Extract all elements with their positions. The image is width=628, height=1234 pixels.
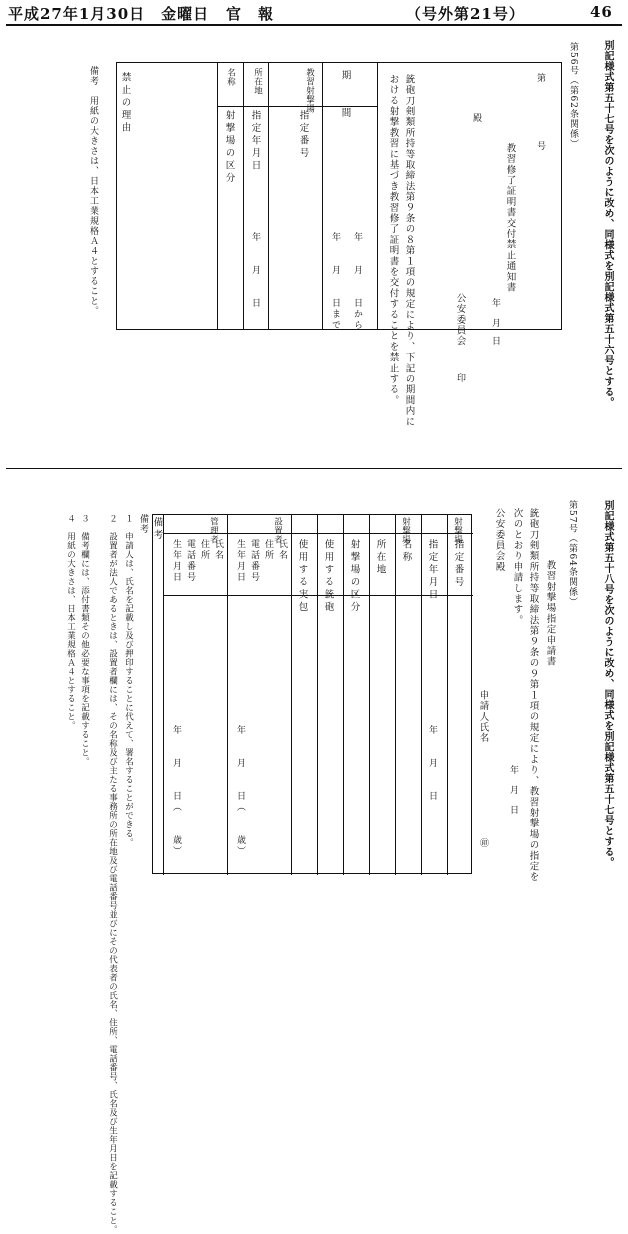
lower-group-label-1: 射撃場 (452, 517, 463, 544)
header-issue: （号外第21号） (406, 5, 525, 23)
lower-shitei-date-value: 年 月 日 (427, 725, 437, 802)
upper-label-kubun: 射撃場の区分 (223, 110, 235, 185)
upper-form-no: 第56号（第62条関係） (568, 42, 578, 149)
upper-intro: 別記様式第五十七号を次のように改め、同様式を別記様式第五十六号とする。 (602, 40, 613, 408)
lower-manager-birth: 生年月日 (171, 539, 181, 583)
lower-doc-title: 教習射撃場指定申請書 (544, 560, 556, 667)
upper-left-label-3: 名称 (225, 68, 236, 86)
lower-form-no: 第57号（第64条関係） (567, 500, 577, 607)
upper-body-line-2: おける射撃教習に基づき教習修了証明書を交付することを禁止する。 (387, 74, 399, 406)
lower-group-label-3: 設置者 (272, 517, 283, 544)
upper-date-day: 日 (490, 336, 500, 347)
lower-group-label-2: 射撃場 (400, 517, 411, 544)
header-date: 平成27年1月30日 金曜日 (8, 5, 210, 23)
upper-reason-label: 禁止の理由 (119, 72, 131, 135)
upper-issuer: 公安委員会 (454, 293, 466, 347)
lower-note-2: ２ 設置者が法人であるときは、設置者欄には、その名称及び主たる事務所の所在地及び電話番号並びにその代表者の氏名、住所、電話番号、氏名及び生年月日を記載すること。 (107, 514, 118, 1234)
lower-date-month: 月 (508, 785, 518, 796)
lower-intro: 別記様式第五十八号を次のように改め、同様式を別記様式第五十七号とする。 (602, 500, 613, 868)
lower-label-kubun: 射撃場の区分 (348, 539, 360, 614)
upper-date-month: 月 (490, 318, 500, 329)
upper-left-label-2: 所在地 (252, 68, 263, 95)
lower-manager-phone: 電話番号 (185, 539, 195, 583)
section-divider (6, 468, 622, 469)
lower-setter-name: 氏名 (277, 539, 287, 561)
upper-period-from: 年 月 日から (352, 232, 362, 331)
header-title: 官 報 (226, 5, 275, 23)
lower-manager-address: 住所 (199, 539, 209, 561)
lower-setter-address: 住所 (263, 539, 273, 561)
upper-period-to: 年 月 日まで (330, 232, 340, 331)
upper-date-value: 年 月 日 (250, 232, 260, 309)
lower-label-jippo: 使用する実包 (296, 539, 308, 614)
lower-setter-phone: 電話番号 (249, 539, 259, 583)
upper-label-shitei-bango: 指定番号 (297, 110, 309, 160)
lower-manager-name: 氏名 (213, 539, 223, 561)
lower-manager-birth-value: 年 月 日（ 歳） (171, 725, 181, 857)
lower-addressee: 公安委員会殿 (493, 508, 505, 573)
lower-note-3: ３ 備考欄には、添付書類その他必要な事項を記載すること。 (79, 514, 90, 766)
lower-note-4: ４ 用紙の大きさは、日本工業規格Ａ４とすること。 (65, 514, 76, 730)
lower-setter-birth: 生年月日 (235, 539, 245, 583)
lower-body-line-1: 銃砲刀剣類所持等取締法第９条の９第１項の規定により、教習射撃場の指定を (527, 508, 539, 883)
lower-table (152, 514, 472, 874)
upper-table (116, 62, 378, 330)
upper-note: 備考 用紙の大きさは、日本工業規格Ａ４とすること。 (88, 66, 98, 316)
upper-label-shitei-nengappi: 指定年月日 (249, 110, 261, 173)
lower-label-shitei-nengappi: 指定年月日 (426, 539, 438, 602)
header-rule (6, 24, 622, 26)
lower-date-day: 日 (508, 805, 518, 816)
upper-tono: 殿 (471, 113, 481, 124)
upper-go: 号 (535, 141, 545, 152)
upper-seal: 印 (455, 373, 465, 384)
lower-label-shozaichi: 所在地 (374, 539, 386, 577)
header-page: 46 (590, 3, 613, 21)
lower-setter-birth-value: 年 月 日（ 歳） (235, 725, 245, 857)
lower-date-year: 年 (508, 765, 518, 776)
lower-label-meisho: 名称 (400, 539, 412, 564)
upper-body-line-1: 銃砲刀剣類所持等取締法第９条の８第１項の規定により、下記の期間内に (403, 74, 415, 428)
upper-doc-title: 教習修了証明書交付禁止通知書 (504, 143, 516, 293)
lower-label-shitei-bango: 指定番号 (452, 539, 464, 589)
lower-note-1: １ 申請人は、氏名を記載し及び押印することに代えて、署名することができる。 (123, 514, 134, 847)
upper-period-label: 期 間 (339, 70, 351, 120)
upper-dai: 第 (535, 73, 545, 84)
lower-body-line-2: 次のとおり申請します。 (511, 508, 523, 626)
lower-seal: ㊞ (478, 838, 488, 849)
lower-notes-title: 備考 (138, 514, 148, 534)
lower-applicant: 申請人氏名 (477, 690, 489, 744)
upper-date-year: 年 (490, 298, 500, 309)
upper-left-label-1: 教習射撃場 (304, 68, 315, 113)
lower-remarks-label: 備考 (151, 517, 163, 542)
lower-group-label-4: 管理者 (208, 517, 219, 544)
lower-label-juho: 使用する銃砲 (322, 539, 334, 614)
